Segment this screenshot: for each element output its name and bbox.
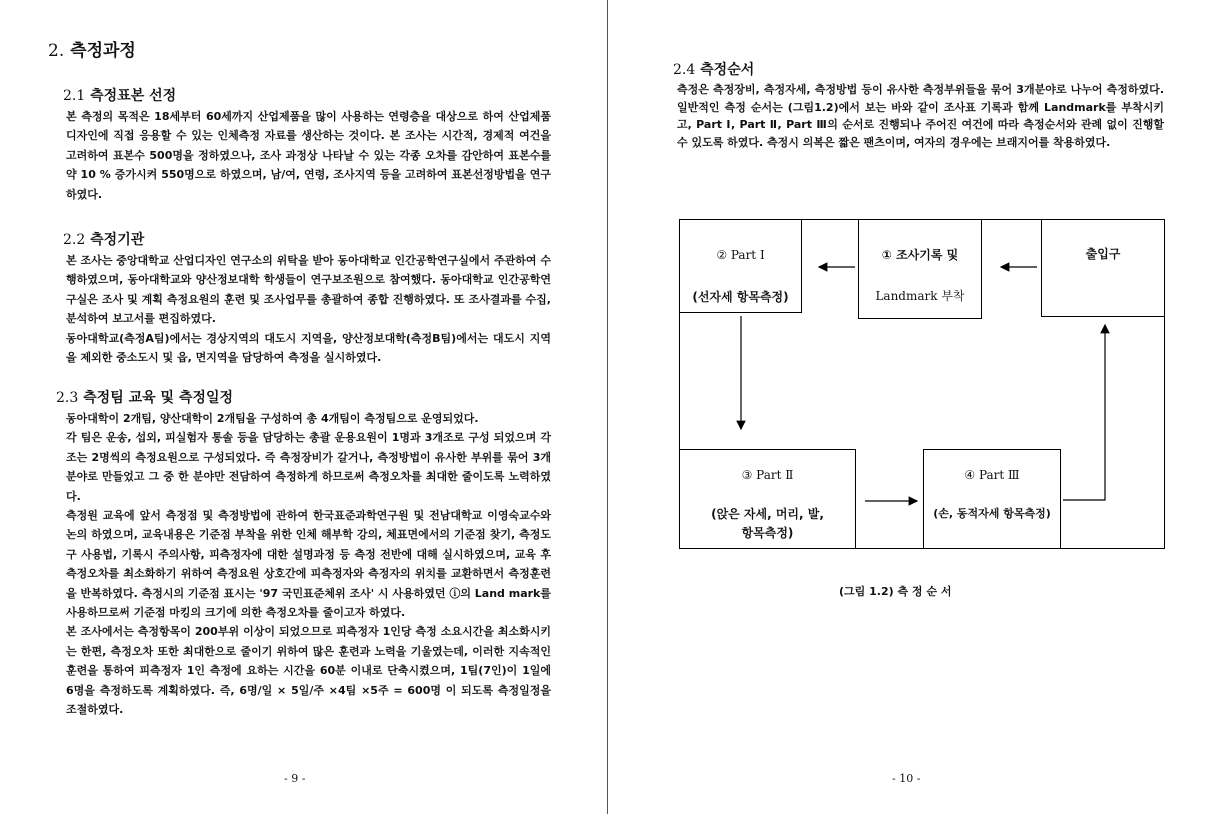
subsection-heading-2-4 bbox=[673, 59, 754, 79]
page-number: - 10 - bbox=[892, 772, 921, 785]
paragraph: 각 팀은 운송, 섭외, 피실험자 통솔 등을 담당하는 총괄 운용요원이 1명과 3개조로 구성 되었으며 각 조는 2명씩의 측정요원으로 구성되었다. 즉 측정장비가 갈거나, 측정방법이 유사한 부위를 묶어 3개 분야로 만들었고 그 중 한 분야만 전담하여 측정하게 하므로써 측정오차를 최대한 줄이도록 노력하였다. bbox=[66, 431, 551, 503]
subsection-title: 측정표본 선정 bbox=[90, 88, 177, 104]
arrow-part3-to-entrance bbox=[1063, 325, 1105, 500]
paragraph-block-2-4 bbox=[677, 81, 1164, 151]
paragraph-block-2-2 bbox=[66, 251, 551, 367]
paragraph: 본 조사에서는 측정항목이 200부위 이상이 되었으므로 피측정자 1인당 측정 소요시간을 최소화시키는 한편, 측정오차 또한 최대한으로 줄이기 위하여 많은 훈련과 노력을 기울였는데, 이러한 지속적인 훈련을 통하여 피측정자 1인 측정에 요하는 시간을 60분 이내로 단축시켰으며, 1팀(7인)이 1일에 6명을 측정하도록 계획하였다. 즉, 6명/일 × 5일/주 ×4팀 ×5주 = 600명 이 되도록 측정일정을 조절하였다. bbox=[66, 625, 551, 717]
subsection-heading-2-2 bbox=[63, 229, 144, 249]
subsection-heading-2-1 bbox=[63, 85, 176, 105]
subsection-number: 2.3 bbox=[56, 390, 79, 406]
subsection-number: 2.1 bbox=[63, 88, 86, 104]
paragraph: 동아대학교(측정A팀)에서는 경상지역의 대도시 지역을, 양산정보대학(측정B팀)에서는 대도시 지역을 제외한 중소도시 및 읍, 면지역을 담당하여 측정을 실시하였다. bbox=[66, 331, 551, 365]
right-page bbox=[609, 0, 1217, 814]
part1-desc: (선자세 항목측정) bbox=[692, 290, 789, 304]
figure-caption: (그림 1.2) 측 정 순 서 bbox=[839, 585, 952, 598]
page-number: - 9 - bbox=[284, 772, 306, 785]
paragraph: 동아대학이 2개팀, 양산대학이 2개팀을 구성하여 총 4개팀이 측정팀으로 운영되었다. bbox=[66, 412, 479, 425]
step1-line1: ① 조사기록 및 bbox=[881, 248, 959, 262]
flow-arrows bbox=[679, 219, 1165, 549]
subsection-heading-2-3 bbox=[56, 387, 233, 407]
paragraph-block-2-3 bbox=[66, 409, 551, 720]
section-number: 2. bbox=[48, 41, 65, 61]
paragraph-block-2-1 bbox=[66, 107, 551, 204]
paragraph: 본 측정의 목적은 18세부터 60세까지 산업제품을 많이 사용하는 연령층을 대상으로 하여 산업제품 디자인에 직접 응용할 수 있는 인체측정 자료를 생산하는 것이다. 본 조사는 시간적, 경제적 여건을 고려하여 표본수 500명을 정하였으나, 조사 과정상 나타날 수 있는 각종 오차를 감안하여 표본수를 약 10 % 증가시켜 550명으로 하였으며, 남/여, 연령, 조사지역 등을 고려하여 표본선정방법을 연구하였다. bbox=[66, 110, 551, 201]
entrance-label: 출입구 bbox=[1085, 247, 1121, 261]
measurement-order-diagram bbox=[679, 219, 1165, 549]
subsection-title: 측정팀 교육 및 측정일정 bbox=[83, 390, 234, 406]
part3-title-text: ④ Part Ⅲ bbox=[964, 468, 1020, 482]
subsection-title: 측정기관 bbox=[90, 232, 145, 248]
left-page bbox=[0, 0, 607, 814]
subsection-number: 2.2 bbox=[63, 232, 86, 248]
paragraph: 본 조사는 중앙대학교 산업디자인 연구소의 위탁을 받아 동아대학교 인간공학연구실에서 주관하여 수행하였으며, 동아대학교와 양산정보대학 학생들이 연구보조원으로 참여했다. 동아대학교 인간공학연구실은 조사 및 계획 측정요원의 훈련 및 조사업무를 총괄하여 종합 진행하였다. 또 조사결과를 수집, 분석하여 보고서를 편집하였다. bbox=[66, 254, 551, 326]
page-divider bbox=[607, 0, 608, 814]
paragraph: 측정은 측정장비, 측정자세, 측정방법 등이 유사한 측정부위들을 묶어 3개분야로 나누어 측정하였다. 일반적인 측정 순서는 (그림1.2)에서 보는 바와 같이 조사표 기록과 함께 Landmark를 부착시키고, Part Ⅰ, Part Ⅱ, Part Ⅲ의 순서로 진행되나 주어진 여건에 따라 측정순서와 관례 없이 진행할 수 있도록 하였다. 측정시 의복은 짧은 팬츠이며, 여자의 경우에는 브래지어를 착용하였다. bbox=[677, 83, 1164, 149]
subsection-title: 측정순서 bbox=[700, 62, 755, 78]
subsection-number: 2.4 bbox=[673, 62, 696, 78]
paragraph: 측정원 교육에 앞서 측정점 및 측정방법에 관하여 한국표준과학연구원 및 전남대학교 이영숙교수와 논의 하였으며, 교육내용은 기준점 부착을 위한 인체 해부학 강의, 체표면에서의 기준점 찾기, 측정도구 사용법, 기록시 주의사항, 피측정자에 대한 설명과정 등 측정 전반에 대해 실시하였으며, 교육 후 측정오차를 최소화하기 위하여 측정요원 상호간에 피측정자와 측정자의 위치를 교환하면서 측정훈련을 반복하였다. 측정시의 기준점 표시는 '97 국민표준체위 조사' 시 사용하였던 ⓘ의 Land mark를 사용하므로써 기준점 마킹의 크기에 의한 측정오차를 줄이고자 하였다. bbox=[66, 509, 551, 620]
step1-line2-text: Landmark 부착 bbox=[875, 289, 965, 303]
section-heading bbox=[48, 36, 136, 61]
part2-title-text: ③ Part Ⅱ bbox=[741, 468, 794, 482]
part3-desc: (손, 동적자세 항목측정) bbox=[933, 507, 1051, 520]
section-title: 측정과정 bbox=[70, 41, 136, 61]
part1-title-text: ② Part Ⅰ bbox=[716, 248, 765, 262]
part2-desc-line1: (앉은 자세, 머리, 발, bbox=[711, 507, 824, 521]
part2-desc-line2: 항목측정) bbox=[741, 526, 794, 540]
